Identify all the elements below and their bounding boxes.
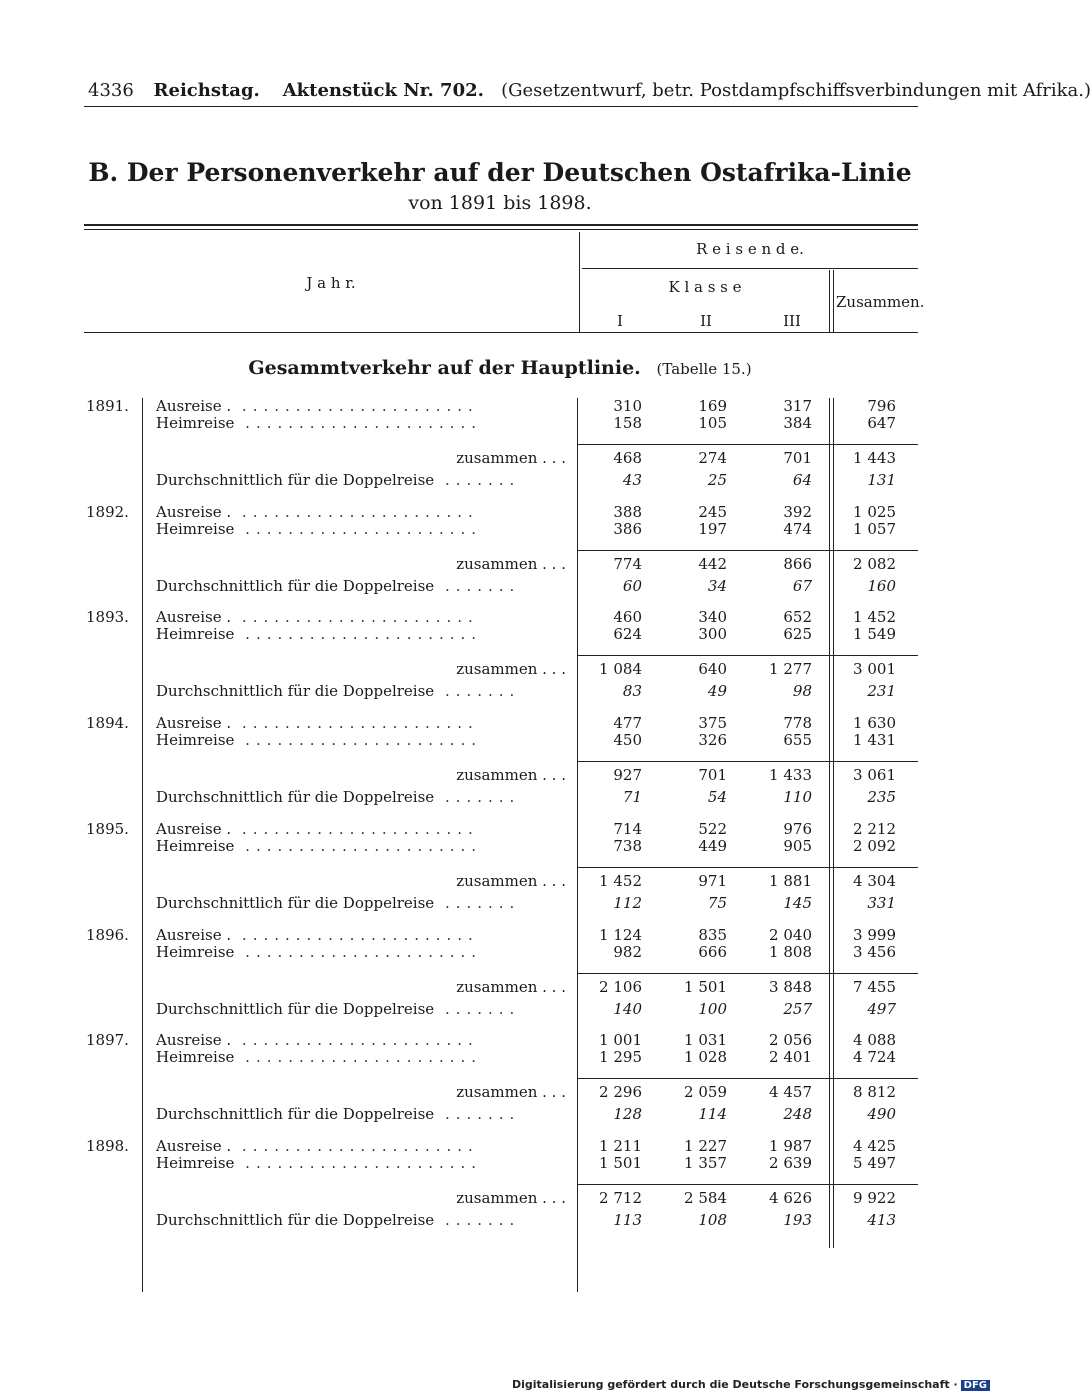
cell-durchschnitt: 490 <box>867 1105 896 1123</box>
cell-ausreise: 2 212 <box>853 820 896 838</box>
row-label-zusammen: zusammen . . . <box>456 978 566 996</box>
cell-ausreise: 835 <box>698 926 727 944</box>
cell-ausreise: 976 <box>783 820 812 838</box>
cell-durchschnitt: 34 <box>707 577 727 595</box>
row-label-zusammen: zusammen . . . <box>456 660 566 678</box>
row-label-heimreise <box>156 625 566 643</box>
cell-zusammen: 1 452 <box>599 872 642 890</box>
sum-rule <box>578 867 918 868</box>
cell-ausreise: 796 <box>867 397 896 415</box>
cell-durchschnitt: 43 <box>622 471 642 489</box>
row-label-ausreise <box>156 1137 566 1155</box>
cell-heimreise: 386 <box>613 520 642 538</box>
data-column-rule <box>577 398 578 1292</box>
row-label-heimreise-text: Heimreise <box>156 520 235 538</box>
cell-ausreise: 340 <box>698 608 727 626</box>
cell-durchschnitt: 64 <box>792 471 812 489</box>
year-label: 1893. <box>86 608 129 626</box>
row-label-ausreise <box>156 820 566 838</box>
cell-zusammen: 1 277 <box>769 660 812 678</box>
row-label-durchschnitt <box>156 471 566 489</box>
row-label-durchschnitt-leader-dots: ....... <box>434 1000 521 1018</box>
row-label-durchschnitt <box>156 1105 566 1123</box>
cell-durchschnitt: 131 <box>867 471 896 489</box>
cell-durchschnitt: 140 <box>613 1000 642 1018</box>
row-label-ausreise-leader-dots: ...................... <box>231 503 479 521</box>
cell-durchschnitt: 60 <box>622 577 642 595</box>
col-header-zusammen: Zusammen. <box>836 293 925 311</box>
cell-durchschnitt: 114 <box>698 1105 727 1123</box>
cell-durchschnitt: 83 <box>622 682 642 700</box>
cell-zusammen: 701 <box>783 449 812 467</box>
row-label-heimreise <box>156 414 566 432</box>
cell-durchschnitt: 231 <box>867 682 896 700</box>
row-label-heimreise <box>156 1048 566 1066</box>
cell-ausreise: 1 211 <box>599 1137 642 1155</box>
cell-zusammen: 774 <box>613 555 642 573</box>
cell-zusammen: 442 <box>698 555 727 573</box>
table-top-rule <box>84 224 918 226</box>
header-left: Reichstag. <box>153 80 260 101</box>
cell-zusammen: 2 059 <box>684 1083 727 1101</box>
cell-durchschnitt: 98 <box>792 682 812 700</box>
section-table-ref: (Tabelle 15.) <box>656 360 752 378</box>
cell-heimreise: 666 <box>698 943 727 961</box>
sum-rule <box>578 761 918 762</box>
cell-heimreise: 300 <box>698 625 727 643</box>
cell-zusammen: 3 061 <box>853 766 896 784</box>
row-label-ausreise-leader-dots: ...................... <box>231 1031 479 1049</box>
row-label-heimreise-leader-dots: ...................... <box>234 414 483 432</box>
cell-zusammen: 2 584 <box>684 1189 727 1207</box>
cell-zusammen: 9 922 <box>853 1189 896 1207</box>
sum-rule <box>578 1078 918 1079</box>
cell-zusammen: 1 501 <box>684 978 727 996</box>
row-label-zusammen: zusammen . . . <box>456 449 566 467</box>
row-label-ausreise-text: Ausreise . <box>156 608 232 626</box>
cell-durchschnitt: 112 <box>613 894 642 912</box>
row-label-durchschnitt <box>156 1000 566 1018</box>
row-label-heimreise <box>156 520 566 538</box>
row-label-durchschnitt-leader-dots: ....... <box>434 577 521 595</box>
sum-column-rule-a <box>829 398 830 1248</box>
cell-durchschnitt: 110 <box>783 788 812 806</box>
row-label-ausreise-text: Ausreise . <box>156 714 232 732</box>
cell-zusammen: 274 <box>698 449 727 467</box>
dfg-logo: DFG <box>961 1380 990 1391</box>
row-label-ausreise <box>156 397 566 415</box>
cell-ausreise: 310 <box>613 397 642 415</box>
cell-ausreise: 2 040 <box>769 926 812 944</box>
cell-durchschnitt: 145 <box>783 894 812 912</box>
page-subtitle: von 1891 bis 1898. <box>408 192 592 214</box>
cell-ausreise: 1 124 <box>599 926 642 944</box>
col-header-class-i: I <box>617 312 623 330</box>
cell-zusammen: 4 626 <box>769 1189 812 1207</box>
reisende-rule <box>582 268 918 269</box>
row-label-durchschnitt-text: Durchschnittlich für die Doppelreise <box>156 682 435 700</box>
cell-durchschnitt: 100 <box>698 1000 727 1018</box>
row-label-ausreise-text: Ausreise . <box>156 926 232 944</box>
cell-ausreise: 714 <box>613 820 642 838</box>
row-label-ausreise-leader-dots: ...................... <box>231 397 479 415</box>
row-label-heimreise <box>156 731 566 749</box>
cell-heimreise: 1 808 <box>769 943 812 961</box>
year-label: 1898. <box>86 1137 129 1155</box>
section-title <box>0 357 1000 379</box>
year-label: 1895. <box>86 820 129 838</box>
row-label-heimreise-text: Heimreise <box>156 731 235 749</box>
cell-heimreise: 625 <box>783 625 812 643</box>
row-label-heimreise-leader-dots: ...................... <box>234 520 483 538</box>
row-label-heimreise-leader-dots: ...................... <box>234 1154 483 1172</box>
row-label-heimreise-text: Heimreise <box>156 414 235 432</box>
cell-durchschnitt: 413 <box>867 1211 896 1229</box>
cell-ausreise: 652 <box>783 608 812 626</box>
cell-zusammen: 2 712 <box>599 1189 642 1207</box>
cell-ausreise: 778 <box>783 714 812 732</box>
row-label-ausreise <box>156 1031 566 1049</box>
row-label-durchschnitt <box>156 577 566 595</box>
cell-zusammen: 2 106 <box>599 978 642 996</box>
header-bottom-rule <box>84 332 918 333</box>
page-header <box>88 80 1091 101</box>
cell-heimreise: 449 <box>698 837 727 855</box>
col-header-reisende: R e i s e n d e. <box>696 240 804 258</box>
cell-zusammen: 8 812 <box>853 1083 896 1101</box>
row-label-heimreise-leader-dots: ...................... <box>234 625 483 643</box>
row-label-ausreise-leader-dots: ...................... <box>231 820 479 838</box>
footer-credit <box>512 1378 990 1391</box>
cell-heimreise: 738 <box>613 837 642 855</box>
cell-ausreise: 1 987 <box>769 1137 812 1155</box>
cell-heimreise: 4 724 <box>853 1048 896 1066</box>
year-label: 1894. <box>86 714 129 732</box>
cell-ausreise: 4 425 <box>853 1137 896 1155</box>
cell-heimreise: 326 <box>698 731 727 749</box>
row-label-zusammen: zusammen . . . <box>456 1189 566 1207</box>
sum-rule <box>578 973 918 974</box>
row-label-heimreise-text: Heimreise <box>156 837 235 855</box>
row-label-durchschnitt-leader-dots: ....... <box>434 894 521 912</box>
row-label-zusammen: zusammen . . . <box>456 766 566 784</box>
row-label-ausreise <box>156 608 566 626</box>
row-label-durchschnitt-text: Durchschnittlich für die Doppelreise <box>156 1000 435 1018</box>
cell-zusammen: 2 082 <box>853 555 896 573</box>
cell-durchschnitt: 497 <box>867 1000 896 1018</box>
cell-ausreise: 388 <box>613 503 642 521</box>
cell-ausreise: 2 056 <box>769 1031 812 1049</box>
row-label-ausreise-leader-dots: ...................... <box>231 608 479 626</box>
sum-rule <box>578 550 918 551</box>
cell-durchschnitt: 25 <box>707 471 727 489</box>
row-label-heimreise-text: Heimreise <box>156 1154 235 1172</box>
cell-durchschnitt: 257 <box>783 1000 812 1018</box>
cell-durchschnitt: 49 <box>707 682 727 700</box>
row-label-heimreise-leader-dots: ...................... <box>234 731 483 749</box>
row-label-heimreise-text: Heimreise <box>156 943 235 961</box>
cell-zusammen: 640 <box>698 660 727 678</box>
sum-rule <box>578 444 918 445</box>
row-label-ausreise-leader-dots: ...................... <box>231 926 479 944</box>
cell-zusammen: 1 084 <box>599 660 642 678</box>
table-top-rule-2 <box>84 229 918 230</box>
row-label-durchschnitt-text: Durchschnittlich für die Doppelreise <box>156 1105 435 1123</box>
footer-text: Digitalisierung gefördert durch die Deutsche Forschungsgemeinschaft · <box>511 1378 958 1391</box>
row-label-heimreise <box>156 943 566 961</box>
sum-rule <box>578 1184 918 1185</box>
cell-ausreise: 460 <box>613 608 642 626</box>
cell-durchschnitt: 248 <box>783 1105 812 1123</box>
cell-zusammen: 468 <box>613 449 642 467</box>
row-label-durchschnitt <box>156 788 566 806</box>
row-label-ausreise-text: Ausreise . <box>156 1031 232 1049</box>
row-label-ausreise-leader-dots: ...................... <box>231 714 479 732</box>
cell-zusammen: 1 881 <box>769 872 812 890</box>
row-label-zusammen: zusammen . . . <box>456 1083 566 1101</box>
cell-zusammen: 866 <box>783 555 812 573</box>
cell-heimreise: 5 497 <box>853 1154 896 1172</box>
row-label-heimreise-leader-dots: ...................... <box>234 1048 483 1066</box>
cell-zusammen: 1 443 <box>853 449 896 467</box>
cell-heimreise: 1 357 <box>684 1154 727 1172</box>
cell-zusammen: 3 848 <box>769 978 812 996</box>
cell-ausreise: 317 <box>783 397 812 415</box>
cell-heimreise: 1 057 <box>853 520 896 538</box>
cell-zusammen: 927 <box>613 766 642 784</box>
cell-heimreise: 1 295 <box>599 1048 642 1066</box>
cell-durchschnitt: 54 <box>707 788 727 806</box>
row-label-ausreise <box>156 926 566 944</box>
cell-heimreise: 197 <box>698 520 727 538</box>
klasse-divider-a <box>829 270 830 332</box>
cell-durchschnitt: 71 <box>622 788 642 806</box>
cell-ausreise: 1 452 <box>853 608 896 626</box>
row-label-durchschnitt-text: Durchschnittlich für die Doppelreise <box>156 577 435 595</box>
cell-heimreise: 1 501 <box>599 1154 642 1172</box>
cell-heimreise: 905 <box>783 837 812 855</box>
cell-ausreise: 245 <box>698 503 727 521</box>
cell-heimreise: 450 <box>613 731 642 749</box>
cell-heimreise: 647 <box>867 414 896 432</box>
cell-ausreise: 1 025 <box>853 503 896 521</box>
row-label-heimreise-leader-dots: ...................... <box>234 837 483 855</box>
row-label-ausreise <box>156 503 566 521</box>
cell-ausreise: 1 001 <box>599 1031 642 1049</box>
row-label-ausreise-text: Ausreise . <box>156 1137 232 1155</box>
klasse-divider-b <box>833 270 834 332</box>
cell-ausreise: 392 <box>783 503 812 521</box>
cell-zusammen: 701 <box>698 766 727 784</box>
cell-ausreise: 3 999 <box>853 926 896 944</box>
cell-durchschnitt: 193 <box>783 1211 812 1229</box>
cell-heimreise: 2 092 <box>853 837 896 855</box>
row-label-durchschnitt-leader-dots: ....... <box>434 682 521 700</box>
row-label-heimreise <box>156 1154 566 1172</box>
row-label-durchschnitt-text: Durchschnittlich für die Doppelreise <box>156 894 435 912</box>
year-label: 1892. <box>86 503 129 521</box>
sum-rule <box>578 655 918 656</box>
col-header-klasse: K l a s s e <box>668 278 742 296</box>
cell-heimreise: 3 456 <box>853 943 896 961</box>
cell-heimreise: 655 <box>783 731 812 749</box>
cell-durchschnitt: 331 <box>867 894 896 912</box>
cell-durchschnitt: 128 <box>613 1105 642 1123</box>
row-label-heimreise-text: Heimreise <box>156 1048 235 1066</box>
cell-zusammen: 1 433 <box>769 766 812 784</box>
header-subject: (Gesetzentwurf, betr. Postdampfschiffsverbindungen mit Afrika.) <box>501 80 1091 101</box>
cell-heimreise: 982 <box>613 943 642 961</box>
cell-zusammen: 971 <box>698 872 727 890</box>
cell-ausreise: 1 031 <box>684 1031 727 1049</box>
col-header-jahr: J a h r. <box>306 274 356 292</box>
row-label-durchschnitt-leader-dots: ....... <box>434 471 521 489</box>
col-header-class-ii: II <box>700 312 712 330</box>
row-label-ausreise <box>156 714 566 732</box>
page-title: B. Der Personenverkehr auf der Deutschen Ostafrika-Linie <box>88 158 912 187</box>
row-label-ausreise-text: Ausreise . <box>156 397 232 415</box>
col-header-class-iii: III <box>783 312 801 330</box>
row-label-durchschnitt-text: Durchschnittlich für die Doppelreise <box>156 471 435 489</box>
cell-ausreise: 477 <box>613 714 642 732</box>
cell-ausreise: 1 227 <box>684 1137 727 1155</box>
cell-durchschnitt: 75 <box>707 894 727 912</box>
cell-heimreise: 1 549 <box>853 625 896 643</box>
cell-zusammen: 2 296 <box>599 1083 642 1101</box>
cell-ausreise: 4 088 <box>853 1031 896 1049</box>
cell-heimreise: 384 <box>783 414 812 432</box>
row-label-ausreise-text: Ausreise . <box>156 503 232 521</box>
row-label-durchschnitt <box>156 682 566 700</box>
row-label-durchschnitt-leader-dots: ....... <box>434 1105 521 1123</box>
cell-heimreise: 624 <box>613 625 642 643</box>
row-label-durchschnitt-text: Durchschnittlich für die Doppelreise <box>156 1211 435 1229</box>
row-label-durchschnitt <box>156 1211 566 1229</box>
cell-ausreise: 1 630 <box>853 714 896 732</box>
cell-heimreise: 1 028 <box>684 1048 727 1066</box>
row-label-zusammen: zusammen . . . <box>456 555 566 573</box>
row-label-heimreise-text: Heimreise <box>156 625 235 643</box>
row-label-zusammen: zusammen . . . <box>456 872 566 890</box>
row-label-heimreise <box>156 837 566 855</box>
cell-heimreise: 105 <box>698 414 727 432</box>
label-column-rule <box>142 398 143 1292</box>
row-label-ausreise-text: Ausreise . <box>156 820 232 838</box>
cell-heimreise: 2 401 <box>769 1048 812 1066</box>
sum-column-rule-b <box>833 398 834 1248</box>
row-label-durchschnitt <box>156 894 566 912</box>
cell-zusammen: 4 304 <box>853 872 896 890</box>
cell-durchschnitt: 113 <box>613 1211 642 1229</box>
cell-durchschnitt: 235 <box>867 788 896 806</box>
row-label-durchschnitt-text: Durchschnittlich für die Doppelreise <box>156 788 435 806</box>
row-label-heimreise-leader-dots: ...................... <box>234 943 483 961</box>
row-label-durchschnitt-leader-dots: ....... <box>434 788 521 806</box>
cell-durchschnitt: 108 <box>698 1211 727 1229</box>
row-label-ausreise-leader-dots: ...................... <box>231 1137 479 1155</box>
header-doc: Aktenstück Nr. 702. <box>282 80 484 101</box>
cell-ausreise: 169 <box>698 397 727 415</box>
cell-durchschnitt: 67 <box>792 577 812 595</box>
row-label-durchschnitt-leader-dots: ....... <box>434 1211 521 1229</box>
cell-heimreise: 158 <box>613 414 642 432</box>
cell-heimreise: 2 639 <box>769 1154 812 1172</box>
cell-durchschnitt: 160 <box>867 577 896 595</box>
page-number: 4336 <box>88 80 134 101</box>
cell-heimreise: 474 <box>783 520 812 538</box>
year-label: 1896. <box>86 926 129 944</box>
cell-ausreise: 375 <box>698 714 727 732</box>
header-rule <box>84 106 918 107</box>
cell-zusammen: 3 001 <box>853 660 896 678</box>
cell-ausreise: 522 <box>698 820 727 838</box>
cell-zusammen: 4 457 <box>769 1083 812 1101</box>
year-label: 1891. <box>86 397 129 415</box>
header-col-divider <box>579 232 580 332</box>
cell-heimreise: 1 431 <box>853 731 896 749</box>
cell-zusammen: 7 455 <box>853 978 896 996</box>
section-name: Gesammtverkehr auf der Hauptlinie. <box>248 357 641 379</box>
year-label: 1897. <box>86 1031 129 1049</box>
